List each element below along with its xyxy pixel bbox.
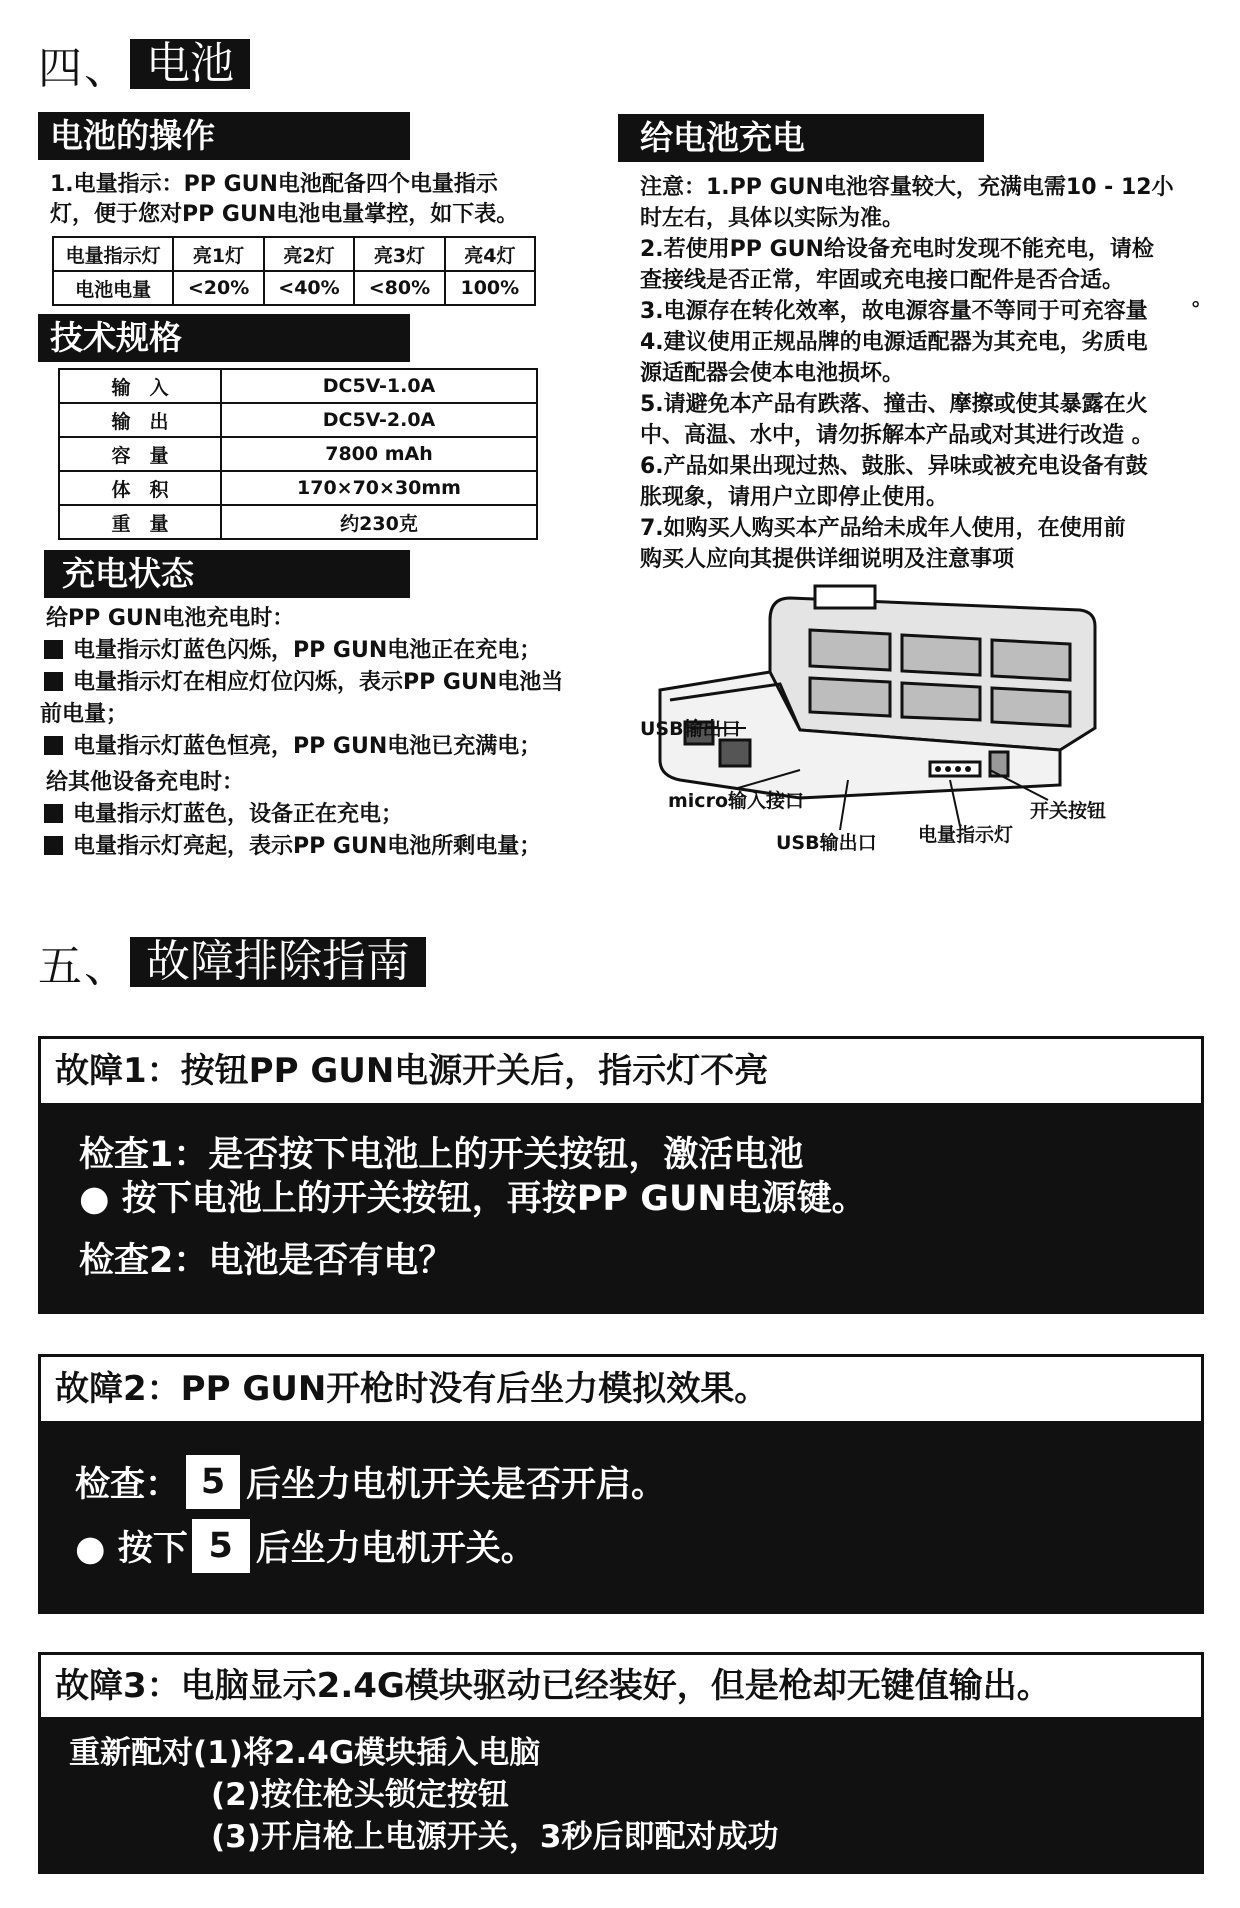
fault3-line2: (2)按住枪头锁定按钮	[211, 1777, 509, 1813]
section5-label: 故障排除指南	[130, 937, 426, 987]
charge-bullet-2-cont: 前电量；	[40, 702, 129, 727]
charging-note-line: 查接线是否正常，牢固或充电接口配件是否合适。	[640, 268, 1125, 293]
callout-usb-out-1: USB输出口	[640, 718, 741, 740]
charging-note-line: 中、高温、水中，请勿拆解本产品或对其进行改造 。	[640, 423, 1154, 448]
spec-value: 170×70×30mm	[221, 471, 537, 505]
callout-usb-out-2: USB输出口	[776, 832, 877, 854]
stray-dot: 。	[1192, 286, 1212, 310]
charging-note-line: 2.若使用PP GUN给设备充电时发现不能充电，请检	[640, 237, 1154, 262]
charge-status-header: 充电状态	[44, 550, 410, 598]
fault1-box	[38, 1036, 1204, 1314]
spec-label: 体 积	[59, 471, 221, 505]
spec-value: DC5V-2.0A	[221, 403, 537, 437]
spec-value: 7800 mAh	[221, 437, 537, 471]
fault3-line1: 重新配对(1)将2.4G模块插入电脑	[69, 1735, 541, 1771]
fault2-check	[75, 1455, 666, 1509]
charging-note-line: 源适配器会使本电池损坏。	[640, 361, 905, 386]
charging-note-line: 6.产品如果出现过热、鼓胀、异味或被充电设备有鼓	[640, 454, 1148, 479]
charging-note-line: 3.电源存在转化效率，故电源容量不等同于可充容量	[640, 299, 1148, 324]
charge-bullet-2-text: 电量指示灯在相应灯位闪烁，表示PP GUN电池当	[73, 670, 564, 695]
spec-label: 容 量	[59, 437, 221, 471]
charge-battery-line: 给PP GUN电池充电时：	[46, 606, 295, 631]
charging-header: 给电池充电	[618, 114, 984, 162]
fault3-line3: (3)开启枪上电源开关，3秒后即配对成功	[211, 1819, 779, 1855]
fault3-box	[38, 1652, 1204, 1874]
specs-header: 技术规格	[38, 314, 410, 362]
battery-ops-intro-line1: 1.电量指示：PP GUN电池配备四个电量指示	[50, 172, 498, 197]
section5-number: 五、	[38, 941, 130, 992]
table-cell: 亮2灯	[264, 237, 354, 271]
fault2-body	[41, 1421, 1201, 1611]
table-cell: <40%	[264, 271, 354, 305]
fault2-box	[38, 1354, 1204, 1614]
charging-note-line: 购买人应向其提供详细说明及注意事项	[640, 547, 1015, 572]
table-cell: 电池电量	[53, 271, 173, 305]
fault2-check-suffix: 后坐力电机开关是否开启。	[246, 1465, 667, 1505]
fault3-body	[41, 1717, 1201, 1871]
section5-heading	[38, 934, 426, 990]
table-cell: <80%	[354, 271, 444, 305]
fault1-check2: 检查2：电池是否有电？	[79, 1241, 454, 1281]
spec-label: 重 量	[59, 505, 221, 539]
callout-micro-in: micro输入接口	[668, 790, 804, 812]
callout-switch: 开关按钮	[1030, 800, 1107, 822]
charge-bullet-4-text: 电量指示灯蓝色，设备正在充电；	[73, 802, 404, 827]
charging-note-line: 时左右，具体以实际为准。	[640, 206, 905, 231]
table-cell: 亮1灯	[173, 237, 263, 271]
fault1-check1: 检查1：是否按下电池上的开关按钮，激活电池	[79, 1135, 804, 1175]
section4-number: 四、	[38, 43, 130, 94]
fault2-check-prefix: 检查：	[75, 1465, 181, 1505]
charge-bullet-3-text: 电量指示灯蓝色恒亮，PP GUN电池已充满电；	[73, 734, 542, 759]
table-cell: 电量指示灯	[53, 237, 173, 271]
charging-note-line: 注意：1.PP GUN电池容量较大，充满电需10 - 12小	[640, 175, 1174, 200]
fault3-title: 故障3：电脑显示2.4G模块驱动已经装好，但是枪却无键值输出。	[41, 1655, 1201, 1717]
fault1-bullet: ● 按下电池上的开关按钮，再按PP GUN电源键。	[79, 1179, 867, 1219]
table-cell: <20%	[173, 271, 263, 305]
charge-bullet-5-text: 电量指示灯亮起，表示PP GUN电池所剩电量；	[73, 834, 542, 859]
table-cell: 亮3灯	[354, 237, 444, 271]
spec-label: 输 出	[59, 403, 221, 437]
fault2-check-box: 5	[186, 1455, 240, 1509]
fault2-bullet-box: 5	[192, 1519, 250, 1573]
spec-value: 约230克	[221, 505, 537, 539]
table-cell: 100%	[445, 271, 535, 305]
table-cell: 亮4灯	[445, 237, 535, 271]
charging-note-line: 4.建议使用正规品牌的电源适配器为其充电，劣质电	[640, 330, 1148, 355]
fault1-body	[41, 1103, 1201, 1311]
charge-bullet-1-text: 电量指示灯蓝色闪烁，PP GUN电池正在充电；	[73, 638, 542, 663]
fault2-bullet-prefix: ● 按下	[75, 1529, 188, 1569]
battery-ops-intro-line2: 灯，便于您对PP GUN电池电量掌控，如下表。	[50, 202, 519, 227]
fault2-title: 故障2：PP GUN开枪时没有后坐力模拟效果。	[41, 1357, 1201, 1421]
charging-note-line: 胀现象，请用户立即停止使用。	[640, 485, 949, 510]
callout-indicator: 电量指示灯	[918, 824, 1014, 846]
charging-note-line: 5.请避免本产品有跌落、撞击、摩擦或使其暴露在火	[640, 392, 1148, 417]
charging-note-line: 7.如购买人购买本产品给未成年人使用，在使用前	[640, 516, 1126, 541]
spec-value: DC5V-1.0A	[221, 369, 537, 403]
fault2-bullet-suffix: 后坐力电机开关。	[255, 1529, 536, 1569]
spec-label: 输 入	[59, 369, 221, 403]
fault2-bullet	[75, 1519, 536, 1573]
callout-lines	[0, 0, 1240, 900]
section4-label: 电池	[130, 39, 250, 89]
charge-other-line: 给其他设备充电时：	[46, 770, 245, 795]
battery-ops-header: 电池的操作	[38, 112, 410, 160]
fault1-title: 故障1：按钮PP GUN电源开关后，指示灯不亮	[41, 1039, 1201, 1103]
